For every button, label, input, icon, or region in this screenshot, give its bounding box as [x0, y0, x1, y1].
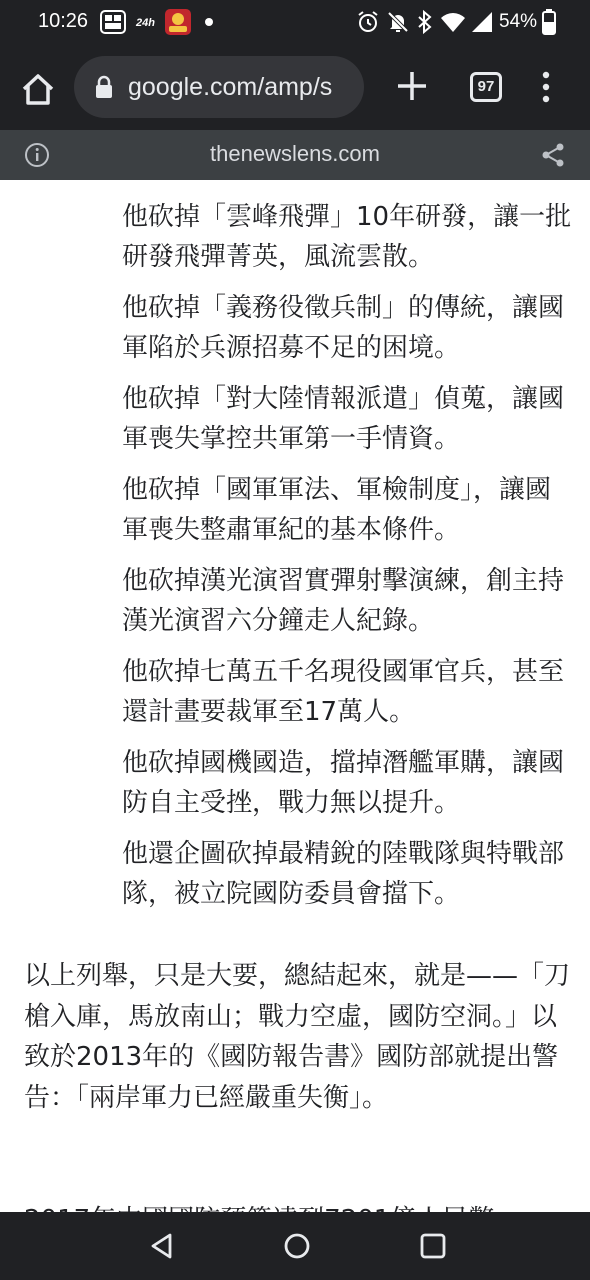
bluetooth-icon: [414, 10, 436, 34]
recents-icon[interactable]: [419, 1232, 447, 1260]
battery-percent: 54%: [499, 11, 538, 32]
blockquote-item-7: 他砍掉國機國造，擋掉潛艦軍購，讓國防自主受挫，戰力無以提升。: [122, 748, 565, 818]
signal-icon: [470, 10, 494, 34]
summary-paragraph: 以上列舉，只是大要，總結起來，就是——「刀槍入庫，馬放南山；戰力空虛，國防空洞。」以致於2013年的《國防報告書》國防部就提出警告：「兩岸軍力已經嚴重失衡」。: [24, 961, 571, 1113]
home-icon[interactable]: [18, 70, 58, 110]
notification-dot-icon: [204, 17, 214, 27]
lock-icon: [94, 75, 114, 99]
amp-domain[interactable]: thenewslens.com: [210, 141, 380, 166]
mute-icon: [386, 10, 410, 34]
mb-app-icon: [100, 10, 126, 34]
game-app-icon: [164, 8, 192, 36]
url-text[interactable]: google.com/amp/s: [128, 73, 333, 101]
article-content: [0, 180, 590, 1212]
status-time: 10:26: [38, 10, 89, 32]
amp-header-bar: [0, 130, 590, 180]
back-icon[interactable]: [148, 1232, 176, 1260]
new-tab-icon[interactable]: [394, 68, 430, 104]
wifi-icon: [440, 10, 466, 34]
home-nav-icon[interactable]: [283, 1232, 311, 1260]
tab-switcher-button[interactable]: 97: [470, 72, 502, 102]
battery-icon: [542, 9, 556, 35]
blockquote-item-4: 他砍掉「國軍軍法、軍檢制度」，讓國軍喪失整肅軍紀的基本條件。: [122, 475, 552, 545]
blockquote-item-5: 他砍掉漢光演習實彈射擊演練，創主持漢光演習六分鐘走人紀錄。: [122, 566, 565, 636]
share-icon[interactable]: [540, 142, 566, 168]
svg-text:24h: 24h: [136, 17, 155, 29]
browser-toolbar: [0, 44, 590, 130]
more-options-icon[interactable]: [536, 70, 556, 104]
url-bar[interactable]: [74, 56, 364, 118]
system-nav-bar: [0, 1212, 590, 1280]
blockquote-item-8: 他還企圖砍掉最精銳的陸戰隊與特戰部隊，被立院國防委員會擋下。: [122, 839, 565, 909]
alarm-icon: [356, 10, 380, 34]
24h-app-icon: [134, 10, 158, 34]
blockquote-item-6: 他砍掉七萬五千名現役國軍官兵，甚至還計畫要裁軍至17萬人。: [122, 657, 565, 727]
blockquote-item-1: 他砍掉「雲峰飛彈」10年研發，讓一批研發飛彈菁英，風流雲散。: [122, 202, 572, 272]
blockquote-item-2: 他砍掉「義務役徵兵制」的傳統，讓國軍陷於兵源招募不足的困境。: [122, 293, 565, 363]
status-bar: [0, 0, 590, 44]
blockquote-item-3: 他砍掉「對大陸情報派遣」偵蒐，讓國軍喪失掌控共軍第一手情資。: [122, 384, 565, 454]
